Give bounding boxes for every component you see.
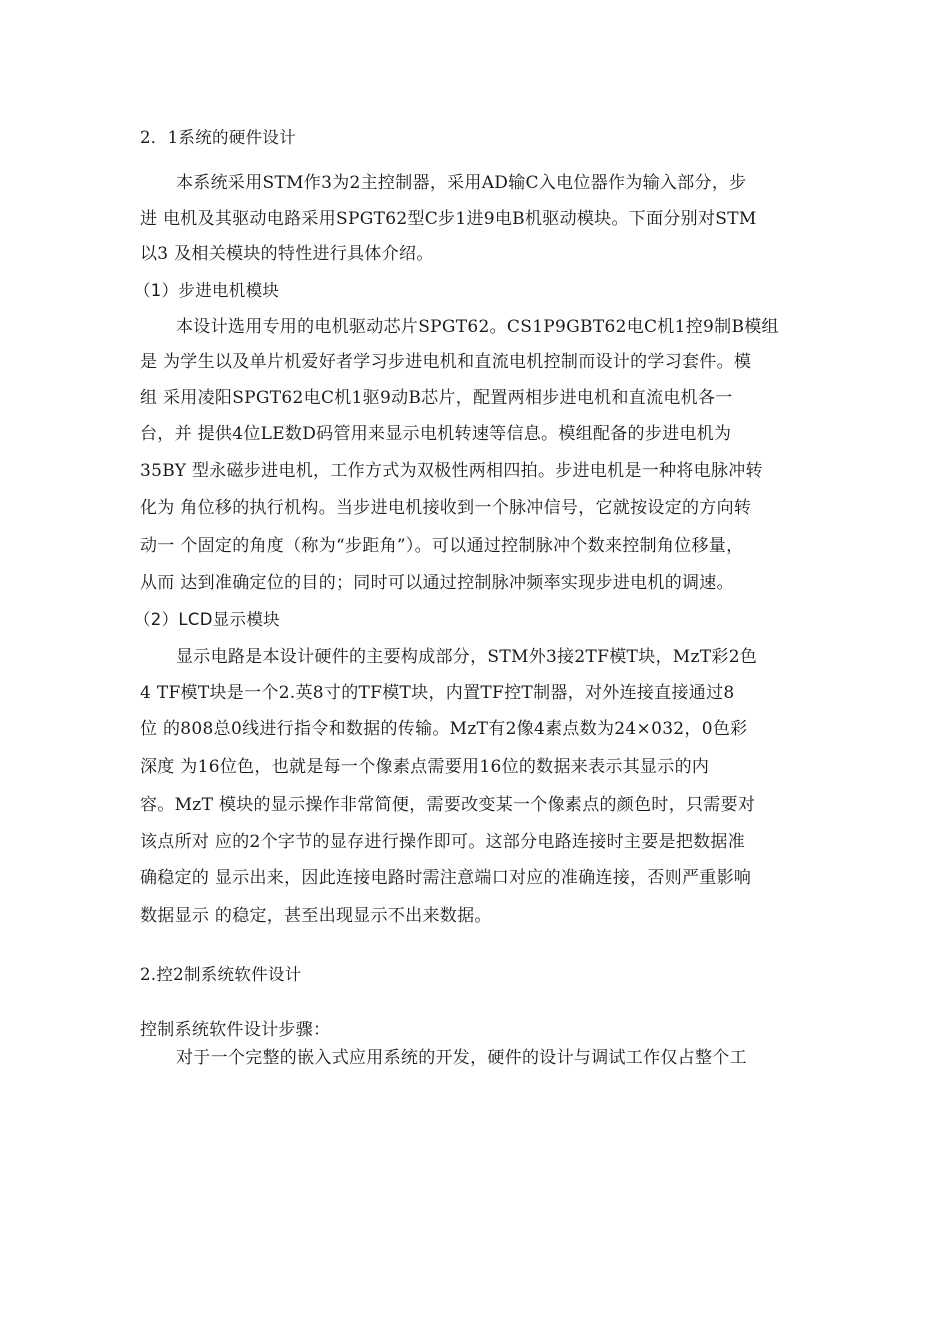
paragraph-line: 该点所对 应的2个字节的显存进行操作即可。这部分电路连接时主要是把数据准 [140, 832, 746, 852]
steps-title: 控制系统软件设计步骤： [140, 1020, 331, 1040]
paragraph-line: 容。MzT 模块的显示操作非常简便，需要改变某一个像素点的颜色时，只需要对 [140, 795, 756, 815]
paragraph-line: 进 电机及其驱动电路采用SPGT62型C步1进9电B机驱动模块。下面分别对STM [140, 209, 757, 229]
paragraph-line: 台，并 提供4位LE数D码管用来显示电机转速等信息。模组配备的步进电机为 [140, 424, 732, 444]
paragraph-line: 是 为学生以及单片机爱好者学习步进电机和直流电机控制而设计的学习套件。模 [140, 352, 752, 372]
subsection-title-stepper: （1）步进电机模块 [134, 281, 280, 300]
paragraph-line: 深度 为16位色，也就是每一个像素点需要用16位的数据来表示其显示的内 [140, 757, 710, 777]
section-heading-software: 2.控2制系统软件设计 [140, 965, 302, 984]
paragraph-line: 4 TF模T块是一个2.英8寸的TF模T块，内置TF控T制器，对外连接直接通过8 [140, 683, 735, 703]
paragraph-line: 本设计选用专用的电机驱动芯片SPGT62。CS1P9GBT62电C机1控9制B模组 [176, 317, 779, 337]
paragraph-line: 动一 个固定的角度（称为“步距角”）。可以通过控制脉冲个数来控制角位移量， [140, 536, 744, 556]
paragraph-line: 35BY 型永磁步进电机，工作方式为双极性两相四拍。步进电机是一种将电脉冲转 [140, 461, 763, 481]
section-heading-hardware: 2．1系统的硬件设计 [140, 128, 296, 147]
paragraph-line: 以3 及相关模块的特性进行具体介绍。 [140, 244, 434, 264]
paragraph-line: 显示电路是本设计硬件的主要构成部分，STM外3接2TF模T块，MzT彩2色 [176, 647, 758, 667]
paragraph-line: 组 采用凌阳SPGT62电C机1驱9动B芯片，配置两相步进电机和直流电机各一 [140, 388, 733, 408]
paragraph-line: 从而 达到准确定位的目的；同时可以通过控制脉冲频率实现步进电机的调速。 [140, 573, 734, 593]
paragraph-line: 数据显示 的稳定，甚至出现显示不出来数据。 [140, 906, 492, 926]
paragraph-line: 对于一个完整的嵌入式应用系统的开发，硬件的设计与调试工作仅占整个工 [176, 1048, 747, 1068]
paragraph-line: 本系统采用STM作3为2主控制器，采用AD输C入电位器作为输入部分，步 [176, 173, 747, 193]
paragraph-line: 化为 角位移的执行机构。当步进电机接收到一个脉冲信号，它就按设定的方向转 [140, 498, 752, 518]
paragraph-line: 位 的808总0线进行指令和数据的传输。MzT有2像4素点数为24×032，0色彩 [140, 719, 748, 739]
subsection-title-lcd: （2）LCD显示模块 [134, 610, 280, 629]
paragraph-line: 确稳定的 显示出来，因此连接电路时需注意端口对应的准确连接，否则严重影响 [140, 868, 752, 888]
